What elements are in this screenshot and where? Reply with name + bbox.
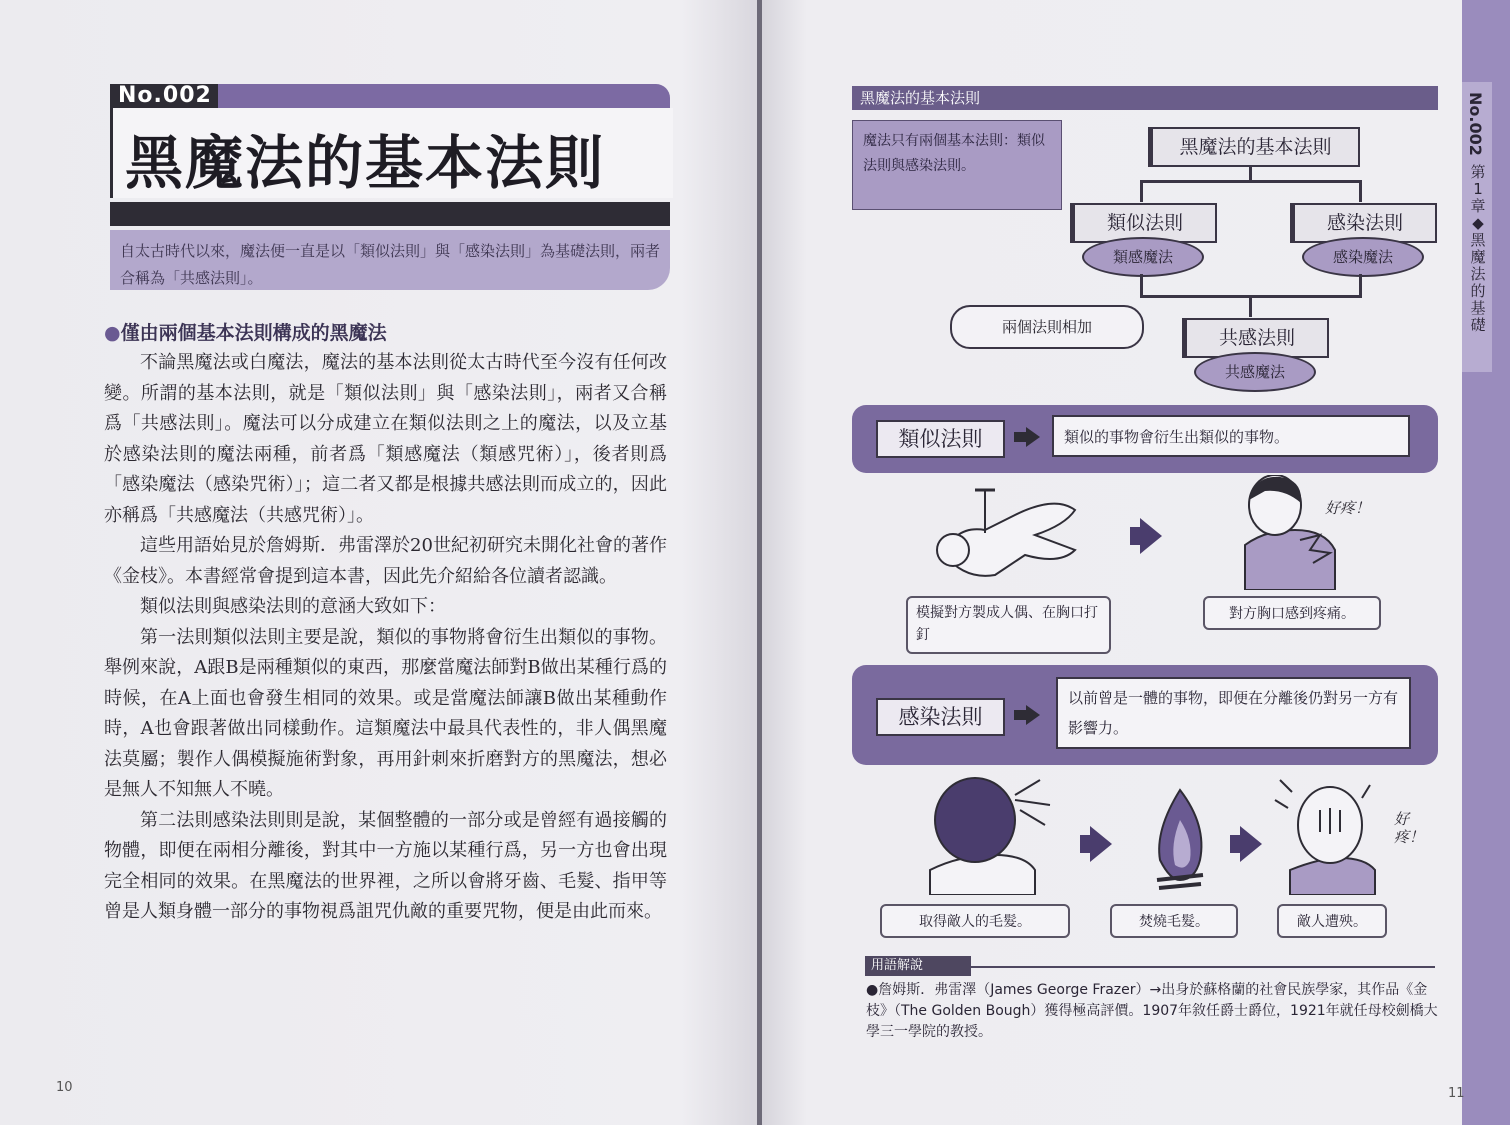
title-panel xyxy=(110,108,673,198)
arrow-right-icon xyxy=(1014,432,1026,442)
connector xyxy=(1249,295,1252,317)
enemy-hair-illustration xyxy=(920,775,1060,895)
side-tab-chapter: 第1章◆黑魔法的基礎 xyxy=(1470,162,1486,334)
contagion-law-box: 感染法則 xyxy=(1290,203,1437,243)
voodoo-doll-illustration xyxy=(925,485,1095,590)
caption-enemy-suffers: 敵人遭殃。 xyxy=(1277,904,1387,938)
diagram-title: 黑魔法的基本法則 xyxy=(852,86,1438,110)
side-tab-text xyxy=(1466,92,1490,334)
ouch-text-vertical: 好疼！ xyxy=(1394,810,1425,846)
paragraph: 類似法則與感染法則的意涵大致如下： xyxy=(140,596,446,617)
similarity-panel-label: 類似法則 xyxy=(876,420,1005,458)
arrow-right-icon xyxy=(1014,710,1026,720)
summary-box: 自太古時代以來，魔法便一直是以「類似法則」與「感染法則」為基礎法則，兩者合稱為「共感法則」。 xyxy=(110,230,670,290)
arrow-right-icon xyxy=(1240,826,1262,862)
glossary-rule xyxy=(965,966,1435,968)
scroll-note: 魔法只有兩個基本法則：類似法則與感染法則。 xyxy=(852,120,1062,210)
suffering-enemy-illustration xyxy=(1270,770,1390,895)
similarity-law-box: 類似法則 xyxy=(1070,203,1217,243)
arrow-right-icon xyxy=(1140,518,1162,554)
contagion-panel-label: 感染法則 xyxy=(876,698,1005,736)
sympathy-law-box: 共感法則 xyxy=(1182,318,1329,358)
speech-bubble: 兩個法則相加 xyxy=(950,305,1144,349)
arrow-right-icon xyxy=(1026,705,1040,725)
sympathy-magic-oval: 共感魔法 xyxy=(1194,352,1316,392)
connector xyxy=(1359,180,1362,202)
connector xyxy=(1140,180,1362,183)
body-text xyxy=(104,348,667,928)
bullet-icon: ● xyxy=(104,322,121,344)
side-tab-number: No.002 xyxy=(1466,92,1485,156)
title-block xyxy=(110,84,670,234)
contagion-magic-oval: 感染魔法 xyxy=(1302,237,1424,277)
caption-pain: 對方胸口感到疼痛。 xyxy=(1203,596,1381,630)
section-heading xyxy=(104,318,387,345)
root-law-box: 黑魔法的基本法則 xyxy=(1148,127,1360,167)
similarity-panel-desc: 類似的事物會衍生出類似的事物。 xyxy=(1052,415,1410,457)
arrow-right-icon xyxy=(1090,826,1112,862)
page-number-right: 11 xyxy=(1448,1086,1465,1101)
entry-number: No.002 xyxy=(110,84,218,108)
arrow-right-icon xyxy=(1026,427,1040,447)
caption-get-hair: 取得敵人的毛髮。 xyxy=(880,904,1070,938)
person-in-pain-illustration xyxy=(1225,475,1365,590)
arrow-right-icon xyxy=(1230,835,1240,853)
caption-burn-hair: 焚燒毛髮。 xyxy=(1110,904,1238,938)
page-number-left: 10 xyxy=(56,1080,73,1095)
paragraph: 這些用語始見於詹姆斯．弗雷澤於20世紀初研究未開化社會的著作《金枝》。本書經常會提到這本書，因此先介紹給各位讀者認識。 xyxy=(104,535,667,587)
paragraph: 第一法則類似法則主要是說，類似的事物將會衍生出類似的事物。舉例來說，A跟B是兩種類似的東西，那麼當魔法師對B做出某種行爲的時候，在A上面也會發生相同的效果。或是當魔法師讓B做出某種動作時，A也會跟著做出同樣動作。這類魔法中最具代表性的，非人偶黑魔法莫屬；製作人偶模擬施術對象，再用針刺來折磨對方的黑魔法，想必是無人不知無人不曉。 xyxy=(104,626,667,800)
burning-hair-illustration xyxy=(1145,780,1215,895)
glossary-heading: 用語解說 xyxy=(865,956,971,976)
caption-doll: 模擬對方製成人偶、在胸口打釘 xyxy=(906,596,1111,654)
title-underbar xyxy=(110,202,670,226)
arrow-right-icon xyxy=(1130,527,1140,545)
paragraph: 不論黑魔法或白魔法，魔法的基本法則從太古時代至今沒有任何改變。所謂的基本法則，就是「類似法則」與「感染法則」，兩者又合稱爲「共感法則」。魔法可以分成建立在類似法則之上的魔法，以及立基於感染法則的魔法兩種，前者爲「類感魔法（類感咒術）」，後者則爲「感染魔法（感染咒術）」；這二者又都是根據共感法則而成立的，因此亦稱爲「共感魔法（共感咒術）」。 xyxy=(104,352,667,526)
arrow-right-icon xyxy=(1080,835,1090,853)
similarity-magic-oval: 類感魔法 xyxy=(1082,237,1204,277)
paragraph: 第二法則感染法則則是說，某個整體的一部分或是曾經有過接觸的物體，即便在兩相分離後，對其中一方施以某種行爲，另一方也會出現完全相同的效果。在黑魔法的世界裡，之所以會將牙齒、毛髮、指甲等曾是人類身體一部分的事物視爲詛咒仇敵的重要咒物，便是由此而來。 xyxy=(104,809,667,922)
glossary-text: ●詹姆斯．弗雷澤（James George Frazer）→出身於蘇格蘭的社會民族學家，其作品《金枝》（The Golden Bough）獲得極高評價。1907年敘任爵士爵位，1921年就任母校劍橋大學三一學院的教授。 xyxy=(866,982,1438,1040)
contagion-panel-desc: 以前曾是一體的事物，即便在分離後仍對另一方有影響力。 xyxy=(1056,677,1411,749)
ouch-text: 好疼！ xyxy=(1325,499,1371,517)
page-title: 黑魔法的基本法則 xyxy=(125,129,606,197)
section-heading-text: 僅由兩個基本法則構成的黑魔法 xyxy=(120,322,387,344)
connector xyxy=(1140,180,1143,202)
